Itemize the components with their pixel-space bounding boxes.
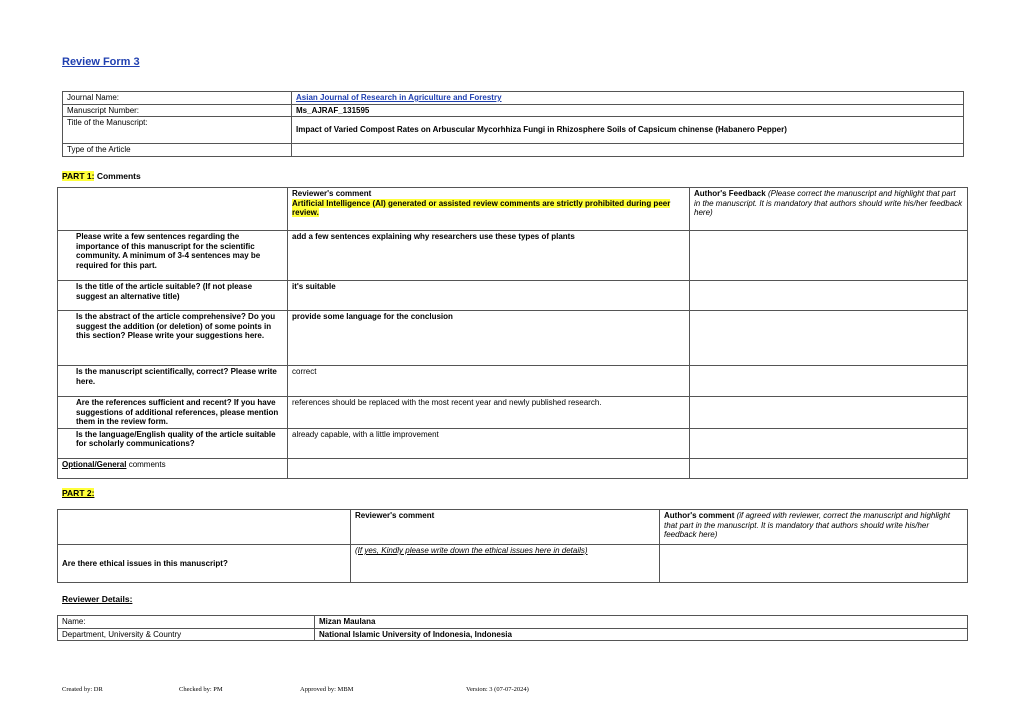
optional-reviewer-cell[interactable]: [288, 458, 690, 478]
author-comment-heading: Author's comment: [664, 511, 735, 520]
author-feedback-cell[interactable]: [690, 311, 968, 366]
reviewer-name-row: [58, 616, 968, 629]
question-row: [58, 281, 968, 311]
question-row: [58, 397, 968, 429]
ethics-row: [58, 545, 968, 583]
journal-info-table: [62, 91, 964, 157]
part2-label-text: PART 2:: [62, 488, 95, 498]
question-row: [58, 231, 968, 281]
author-feedback-cell[interactable]: [690, 428, 968, 458]
question-row: [58, 428, 968, 458]
part2-author-header: [660, 510, 968, 545]
reviewer-answer[interactable]: provide some language for the conclusion: [288, 311, 690, 366]
reviewer-answer[interactable]: references should be replaced with the most recent year and newly published research.: [288, 397, 690, 429]
author-feedback-cell[interactable]: [690, 231, 968, 281]
question-row: [58, 366, 968, 397]
question-text: Are the references sufficient and recent? If you have suggestions of additional references, please mention them in the review form.: [58, 397, 288, 429]
question-text: Is the manuscript scientifically, correct? Please write here.: [58, 366, 288, 397]
article-type-row: [63, 144, 964, 157]
footer-version: Version: 3 (07-07-2024): [466, 686, 529, 693]
reviewer-answer[interactable]: already capable, with a little improvement: [288, 428, 690, 458]
question-text: Is the abstract of the article comprehensive? Do you suggest the addition (or deletion) of some points in this section? Please write your suggestions here.: [58, 311, 288, 366]
part1-author-header: [690, 188, 968, 231]
reviewer-department-label: Department, University & Country: [58, 628, 315, 641]
question-text: Please write a few sentences regarding the importance of this manuscript for the scientific community. A minimum of 3-4 sentences may be required for this part.: [58, 231, 288, 281]
article-type-value[interactable]: [292, 144, 964, 157]
reviewer-details-table: [57, 615, 968, 641]
optional-comments-row: [58, 458, 968, 478]
reviewer-answer[interactable]: correct: [288, 366, 690, 397]
footer-created-by: Created by: DR: [62, 686, 103, 693]
manuscript-number-value: Ms_AJRAF_131595: [292, 104, 964, 117]
reviewer-department-row: [58, 628, 968, 641]
part1-label-prefix: PART 1:: [62, 171, 95, 181]
manuscript-number-label: Manuscript Number:: [63, 104, 292, 117]
general-word: /General: [94, 459, 127, 469]
reviewer-department-value: National Islamic University of Indonesia, Indonesia: [315, 628, 968, 641]
optional-word: Optional: [62, 459, 95, 469]
footer-checked-by: Checked by: PM: [179, 686, 223, 693]
manuscript-number-row: [63, 104, 964, 117]
reviewer-details-title: Reviewer Details:: [62, 594, 133, 604]
reviewer-comment-heading: Reviewer's comment: [292, 189, 372, 198]
journal-name-label: Journal Name:: [63, 92, 292, 105]
form-title: Review Form 3: [62, 56, 140, 68]
footer-approved-by: Approved by: MBM: [300, 686, 354, 693]
journal-name-row: [63, 92, 964, 105]
comments-word: comments: [126, 459, 166, 469]
journal-name-link[interactable]: Asian Journal of Research in Agriculture and Forestry: [296, 93, 502, 102]
part1-header-row: [58, 188, 968, 231]
optional-author-cell[interactable]: [690, 458, 968, 478]
part1-reviewer-header: [288, 188, 690, 231]
part1-label: [62, 171, 141, 181]
ethics-author-cell[interactable]: [660, 545, 968, 583]
part2-reviewer-header: Reviewer's comment: [351, 510, 660, 545]
part2-ethics-table: [57, 509, 968, 583]
reviewer-name-label: Name:: [58, 616, 315, 629]
question-text: Is the language/English quality of the article suitable for scholarly communications?: [58, 428, 288, 458]
part2-label: [62, 488, 94, 498]
optional-comments-label: [58, 458, 288, 478]
article-type-label: Type of the Article: [63, 144, 292, 157]
manuscript-title-row: [63, 117, 964, 144]
reviewer-answer[interactable]: add a few sentences explaining why researchers use these types of plants: [288, 231, 690, 281]
author-feedback-cell[interactable]: [690, 281, 968, 311]
author-feedback-cell[interactable]: [690, 397, 968, 429]
part2-header-empty: [58, 510, 351, 545]
question-row: [58, 311, 968, 366]
reviewer-name-value: Mizan Maulana: [315, 616, 968, 629]
question-text: Is the title of the article suitable? (If not please suggest an alternative title): [58, 281, 288, 311]
manuscript-title-label: Title of the Manuscript:: [63, 117, 292, 144]
part2-header-row: [58, 510, 968, 545]
author-feedback-cell[interactable]: [690, 366, 968, 397]
ethics-reviewer-hint[interactable]: (If yes, Kindly please write down the ethical issues here in details): [351, 545, 660, 583]
reviewer-answer[interactable]: it's suitable: [288, 281, 690, 311]
ethics-question: Are there ethical issues in this manuscript?: [58, 545, 351, 583]
manuscript-title-value: Impact of Varied Compost Rates on Arbuscular Mycorhhiza Fungi in Rhizosphere Soils of Capsicum chinense (Habanero Pepper): [292, 117, 964, 144]
part1-comments-table: [57, 187, 968, 479]
part1-label-suffix: Comments: [96, 171, 141, 181]
author-feedback-instructions: (Please correct the manuscript and highlight that part in the manuscript. It is mandatory that authors should write his/her feedback here): [694, 189, 963, 218]
ai-prohibition-notice: Artificial Intelligence (AI) generated or assisted review comments are strictly prohibited during peer review.: [292, 198, 671, 218]
part1-header-empty: [58, 188, 288, 231]
author-feedback-heading: Author's Feedback: [694, 189, 766, 198]
author-comment-instructions: (if agreed with reviewer, correct the manuscript and highlight that part in the manuscript. It is mandatory that authors should write his/her feedback here): [664, 511, 951, 540]
